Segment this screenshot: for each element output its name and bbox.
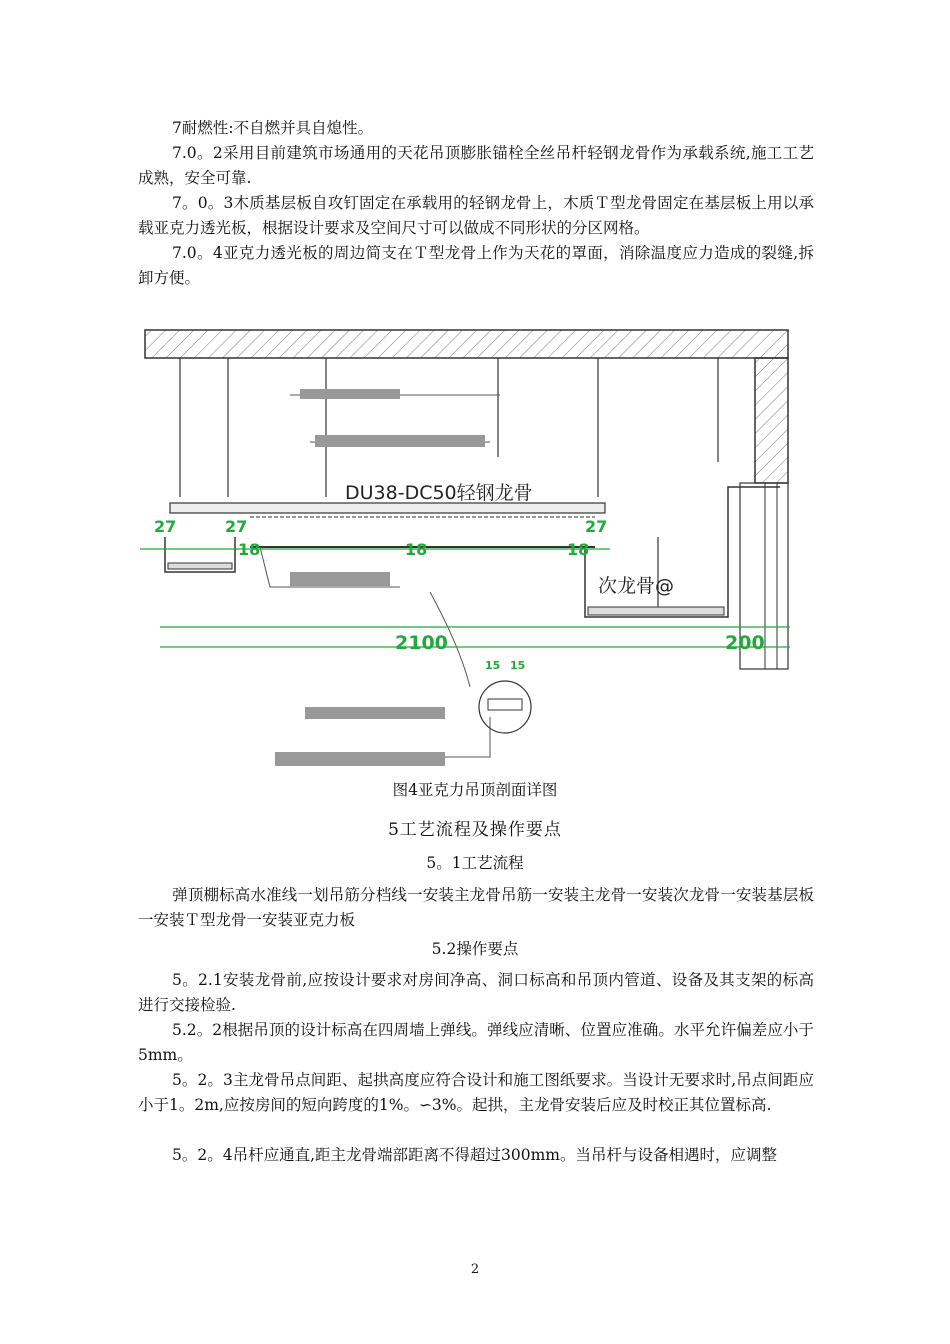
paragraph-7-0-3 [138,191,814,241]
paragraph-text: 5。2.1安装龙骨前,应按设计要求对房间净高、洞口标高和吊顶内管道、设备及其支架的标高进行交接检验. [138,971,814,1014]
figure-caption: 图4亚克力吊顶剖面详图 [392,781,558,799]
dim-15-left: 15 [485,659,501,672]
paragraph-text: 5。2。3主龙骨吊点间距、起拱高度应符合设计和施工图纸要求。当设计无要求时,吊点间距应小于1。2m,应按房间的短向跨度的1%。∽3%。起拱，主龙骨安装后应及时校正其位置标高. [138,1071,814,1114]
dim-200: 200 [725,632,765,654]
right-wall [755,358,788,483]
paragraph-7-0-2 [138,141,814,191]
dim-18-right: 18 [567,540,590,559]
paragraph-5-2-2 [138,1018,814,1068]
paragraph-5-2-3 [138,1068,814,1118]
page-number: 2 [470,1262,480,1277]
paragraph-text: 7耐燃性:不自燃并具自熄性。 [172,119,374,137]
main-keel [170,503,605,513]
paragraph-fire-resistance [138,116,814,141]
dim-18-mid: 18 [405,540,428,559]
label-main-keel: DU38-DC50轻钢龙骨 [345,482,533,504]
paragraph-text: 7。0。3木质基层板自攻钉固定在承载用的轻钢龙骨上，木质Ｔ型龙骨固定在基层板上用以承载亚克力透光板，根据设计要求及空间尺寸可以做成不同形状的分区网格。 [138,194,814,237]
dim-15-right: 15 [510,659,526,672]
faint-callouts [275,389,485,766]
paragraph-5-2-1 [138,968,814,1018]
label-secondary-keel: 次龙骨@ [598,575,675,597]
paragraph-5-2-4 [138,1143,814,1168]
paragraph-text: 弹顶棚标高水准线一划吊筋分档线一安装主龙骨吊筋一安装主龙骨一安装次龙骨一安装基层板一安装Ｔ型龙骨一安装亚克力板 [138,886,814,929]
paragraph-text: 5.2。2根据吊顶的设计标高在四周墙上弹线。弹线应清晰、位置应准确。水平允许偏差应小于5mm。 [138,1021,814,1064]
subsection-process-flow: 5。1工艺流程 [426,854,524,872]
concrete-slab [145,330,788,358]
dim-18-left: 18 [238,540,261,559]
dim-27-right: 27 [585,517,608,536]
acrylic-ceiling-section-drawing [140,327,810,777]
subsection-key-points: 5.2操作要点 [431,940,519,958]
section-title: 5工艺流程及操作要点 [388,820,562,840]
right-box [585,487,780,617]
dim-27-left: 27 [154,517,177,536]
paragraph-7-0-4 [138,241,814,291]
detail-circle [479,681,531,733]
paragraph-text: 7.0。4亚克力透光板的周边简支在Ｔ型龙骨上作为天花的罩面，消除温度应力造成的裂缝,拆卸方便。 [138,244,814,287]
paragraph-text: 7.0。2采用目前建筑市场通用的天花吊顶膨胀锚栓全丝吊杆轻钢龙骨作为承载系统,施工工艺成熟，安全可靠. [138,144,814,187]
paragraph-process [138,883,814,933]
dim-2100: 2100 [395,632,448,654]
paragraph-text: 5。2。4吊杆应通直,距主龙骨端部距离不得超过300mm。当吊杆与设备相遇时，应调整 [172,1146,777,1164]
dim-27-mid: 27 [225,517,248,536]
